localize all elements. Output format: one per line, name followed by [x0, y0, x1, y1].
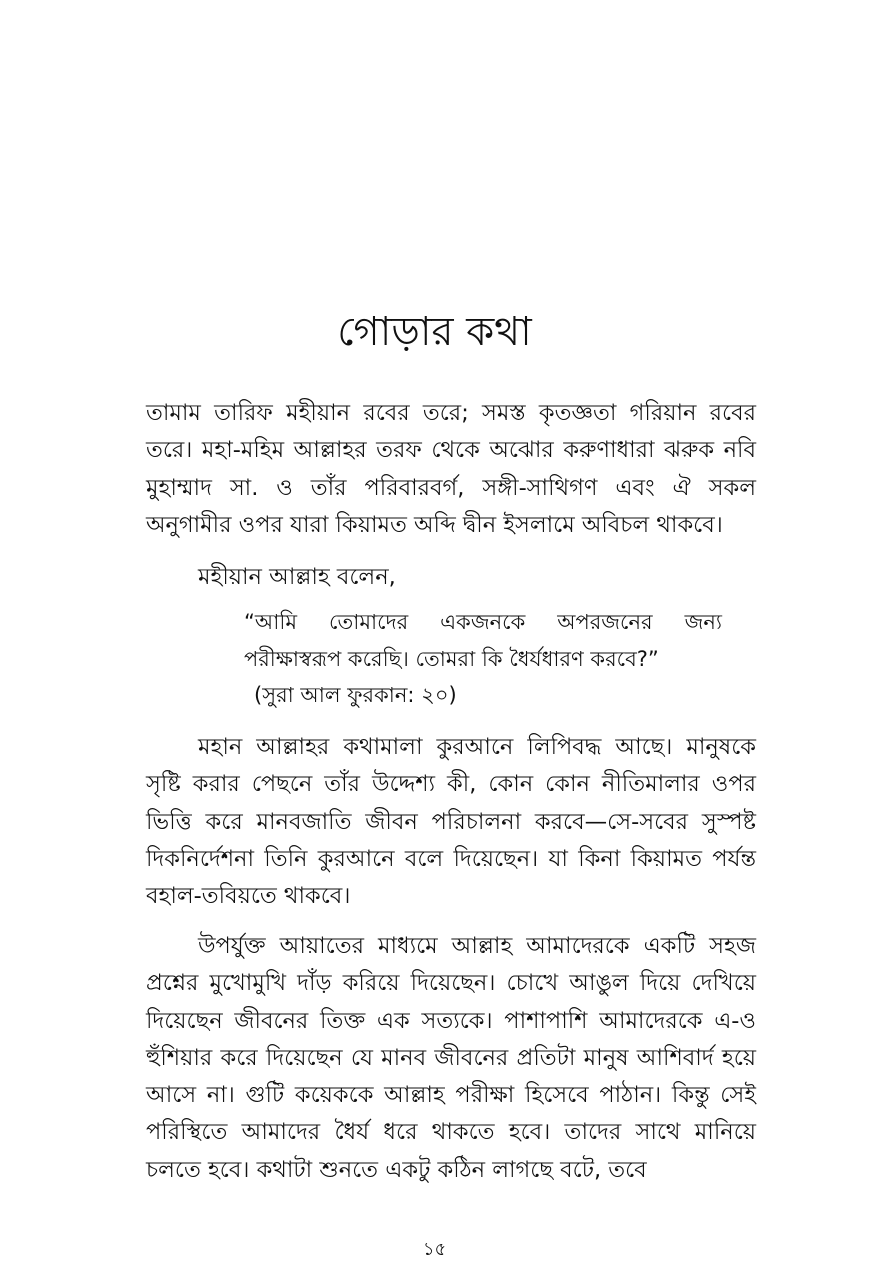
second-paragraph: মহান আল্লাহর কথামালা কুরআনে লিপিবদ্ধ আছে। মানুষকে সৃষ্টি করার পেছনে তাঁর উদ্দেশ্য কী, কোন কোন নীতিমালার ওপর ভিত্তি করে মানবজাতি জীবন পরিচালনা করবে—সে-সবের সুস্পষ্ট দিকনির্দেশনা তিনি কুরআনে বলে দিয়েছেন। যা কিনা কিয়ামত পর্যন্ত বহাল-তবিয়তে থাকবে। — [146, 734, 756, 910]
quote-intro: মহীয়ান আল্লাহ বলেন, — [198, 564, 396, 590]
quote-text: “আমি তোমাদের একজনকে অপরজনের জন্য পরীক্ষাস্বরূপ করেছি। তোমরা কি ধৈর্যধারণ করবে?” — [244, 610, 722, 671]
opening-paragraph: তামাম তারিফ মহীয়ান রবের তরে; সমস্ত কৃতজ্ঞতা গরিয়ান রবের তরে। মহা-মহিম আল্লাহর তরফ থেকে অঝোর করুণাধারা ঝরুক নবি মুহাম্মাদ সা. ও তাঁর পরিবারবর্গ, সঙ্গী-সাথিগণ এবং ঐ সকল অনুগামীর ওপর যারা কিয়ামত অব্দি দ্বীন ইসলামে অবিচল থাকবে। — [146, 400, 756, 538]
third-paragraph: উপর্যুক্ত আয়াতের মাধ্যমে আল্লাহ আমাদেরকে একটি সহজ প্রশ্নের মুখোমুখি দাঁড় করিয়ে দিয়েছেন। চোখে আঙুল দিয়ে দেখিয়ে দিয়েছেন জীবনের তিক্ত এক সত্যকে। পাশাপাশি আমাদেরকে এ-ও হুঁশিয়ার করে দিয়েছেন যে মানব জীবনের প্রতিটা মানুষ আশিবার্দ হয়ে আসে না। গুটি কয়েককে আল্লাহ পরীক্ষা হিসেবে পাঠান। কিন্তু সেই পরিস্থিতে আমাদের ধৈর্য ধরে থাকতে হবে। তাদের সাথে মানিয়ে চলতে হবে। কথাটা শুনতে একটু কঠিন লাগছে বটে, তবে — [146, 933, 756, 1183]
quote-reference: (সুরা আল ফুরকান: ২০) — [254, 683, 457, 707]
quran-quote — [244, 604, 722, 714]
chapter-title: গোড়ার কথা — [337, 309, 532, 355]
page-number: ১৫ — [422, 1239, 447, 1260]
